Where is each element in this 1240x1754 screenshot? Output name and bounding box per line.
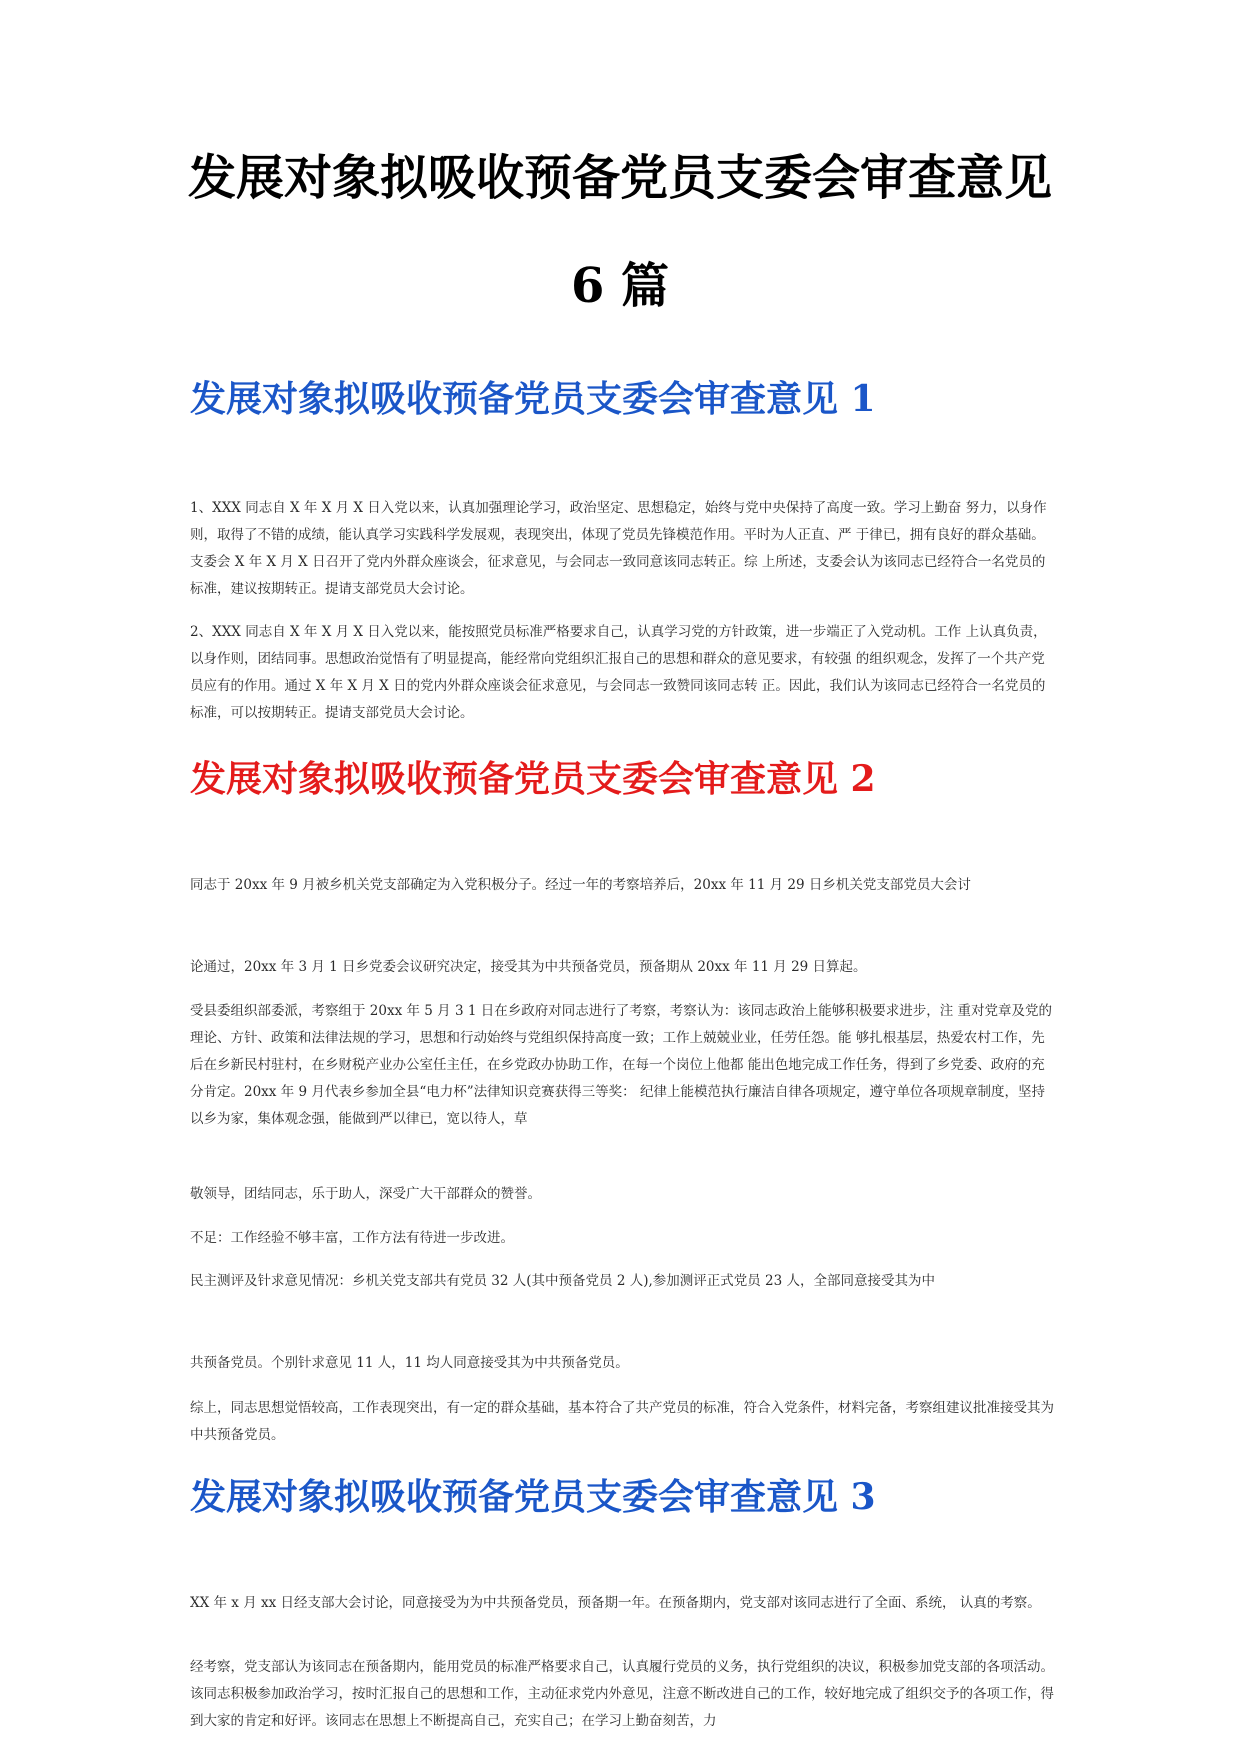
section-2-paragraph-2: 论通过，20xx 年 3 月 1 日乡党委会议研究决定，接受其为中共预备党员，预备期从 20xx 年 11 月 29 日算起。 <box>190 959 867 975</box>
section-3-heading: 发展对象拟吸收预备党员支委会审查意见 3 <box>190 1476 876 1518</box>
section-1-paragraph-1: 1、XXX 同志自 X 年 X 月 X 日入党以来，认真加强理论学习，政治坚定、思想稳定，始终与党中央保持了高度一致。学习上勤奋 努力，以身作则，取得了不错的成绩，能认真学习实践科学发展观，表现突出，体现了党员先锋模范作用。平时为人正直、严 于律已，拥有良好的群众基础。支委会 X 年 X 月 X 日召开了党内外群众座谈会，征求意见，与会同志一致同意该同志转正。综 上所述，支委会认为该同志已经符合一名党员的标准，建议按期转正。提请支部党员大会讨论。 <box>190 500 1047 597</box>
section-2-paragraph-5: 不足：工作经验不够丰富，工作方法有待进一步改进。 <box>190 1230 514 1246</box>
section-2-heading: 发展对象拟吸收预备党员支委会审查意见 2 <box>190 758 876 800</box>
section-1-heading: 发展对象拟吸收预备党员支委会审查意见 1 <box>190 378 876 420</box>
section-2-paragraph-8: 综上，同志思想觉悟较高，工作表现突出，有一定的群众基础，基本符合了共产党员的标准，符合入党条件，材料完备，考察组建议批准接受其为中共预备党员。 <box>190 1400 1054 1443</box>
section-3-paragraph-1: XX 年 x 月 xx 日经支部大会讨论，同意接受为为中共预备党员，预备期一年。在预备期内，党支部对该同志进行了全面、系统， 认真的考察。 <box>190 1595 1041 1611</box>
section-2-paragraph-1: 同志于 20xx 年 9 月被乡机关党支部确定为入党积极分子。经过一年的考察培养后，20xx 年 11 月 29 日乡机关党支部党员大会讨 <box>190 877 971 893</box>
section-2-paragraph-3: 受县委组织部委派，考察组于 20xx 年 5 月 3 1 日在乡政府对同志进行了考察，考察认为：该同志政治上能够积极要求进步，注 重对党章及党的理论、方针、政策和法律法规的学习，思想和行动始终与党组织保持高度一致；工作上兢兢业业，任劳任怨。能 够扎根基层，热爱农村工作，先后在乡新民村驻村，在乡财税产业办公室任主任，在乡党政办协助工作，在每一个岗位上他都 能出色地完成工作任务，得到了乡党委、政府的充分肯定。20xx 年 9 月代表乡参加全县“电力杯”法律知识竞赛获得三等奖： 纪律上能模范执行廉洁自律各项规定，遵守单位各项规章制度，坚持以乡为家，集体观念强，能做到严以律已，宽以待人，草 <box>190 1003 1053 1127</box>
section-2-paragraph-4: 敬领导，团结同志，乐于助人，深受广大干部群众的赞誉。 <box>190 1186 541 1202</box>
document-title-line-1: 发展对象拟吸收预备党员支委会审查意见 <box>187 150 1052 206</box>
section-3-paragraph-2: 经考察，党支部认为该同志在预备期内，能用党员的标准严格要求自己，认真履行党员的义务，执行党组织的决议，积极参加党支部的各项活动。该同志积极参加政治学习，按时汇报自己的思想和工作，主动征求党内外意见，注意不断改进自己的工作，较好地完成了组织交予的各项工作，得到大家的肯定和好评。该同志在思想上不断提高自己，充实自己；在学习上勤奋刻苦，力 <box>190 1659 1054 1729</box>
section-2-paragraph-7: 共预备党员。个别针求意见 11 人，11 均人同意接受其为中共预备党员。 <box>190 1355 629 1371</box>
section-2-paragraph-6: 民主测评及针求意见情况：乡机关党支部共有党员 32 人(其中预备党员 2 人),参加测评正式党员 23 人，全部同意接受其为中 <box>190 1273 936 1289</box>
document-title-line-2: 6 篇 <box>570 258 670 314</box>
section-1-paragraph-2: 2、XXX 同志自 X 年 X 月 X 日入党以来，能按照党员标准严格要求自己，认真学习党的方针政策，进一步端正了入党动机。工作 上认真负责，以身作则，团结同事。思想政治觉悟有了明显提高，能经常向党组织汇报自己的思想和群众的意见要求，有较强 的组织观念，发挥了一个共产党员应有的作用。通过 X 年 X 月 X 日的党内外群众座谈会征求意见，与会同志一致赞同该同志转 正。因此，我们认为该同志已经符合一名党员的标准，可以按期转正。提请支部党员大会讨论。 <box>190 624 1047 721</box>
